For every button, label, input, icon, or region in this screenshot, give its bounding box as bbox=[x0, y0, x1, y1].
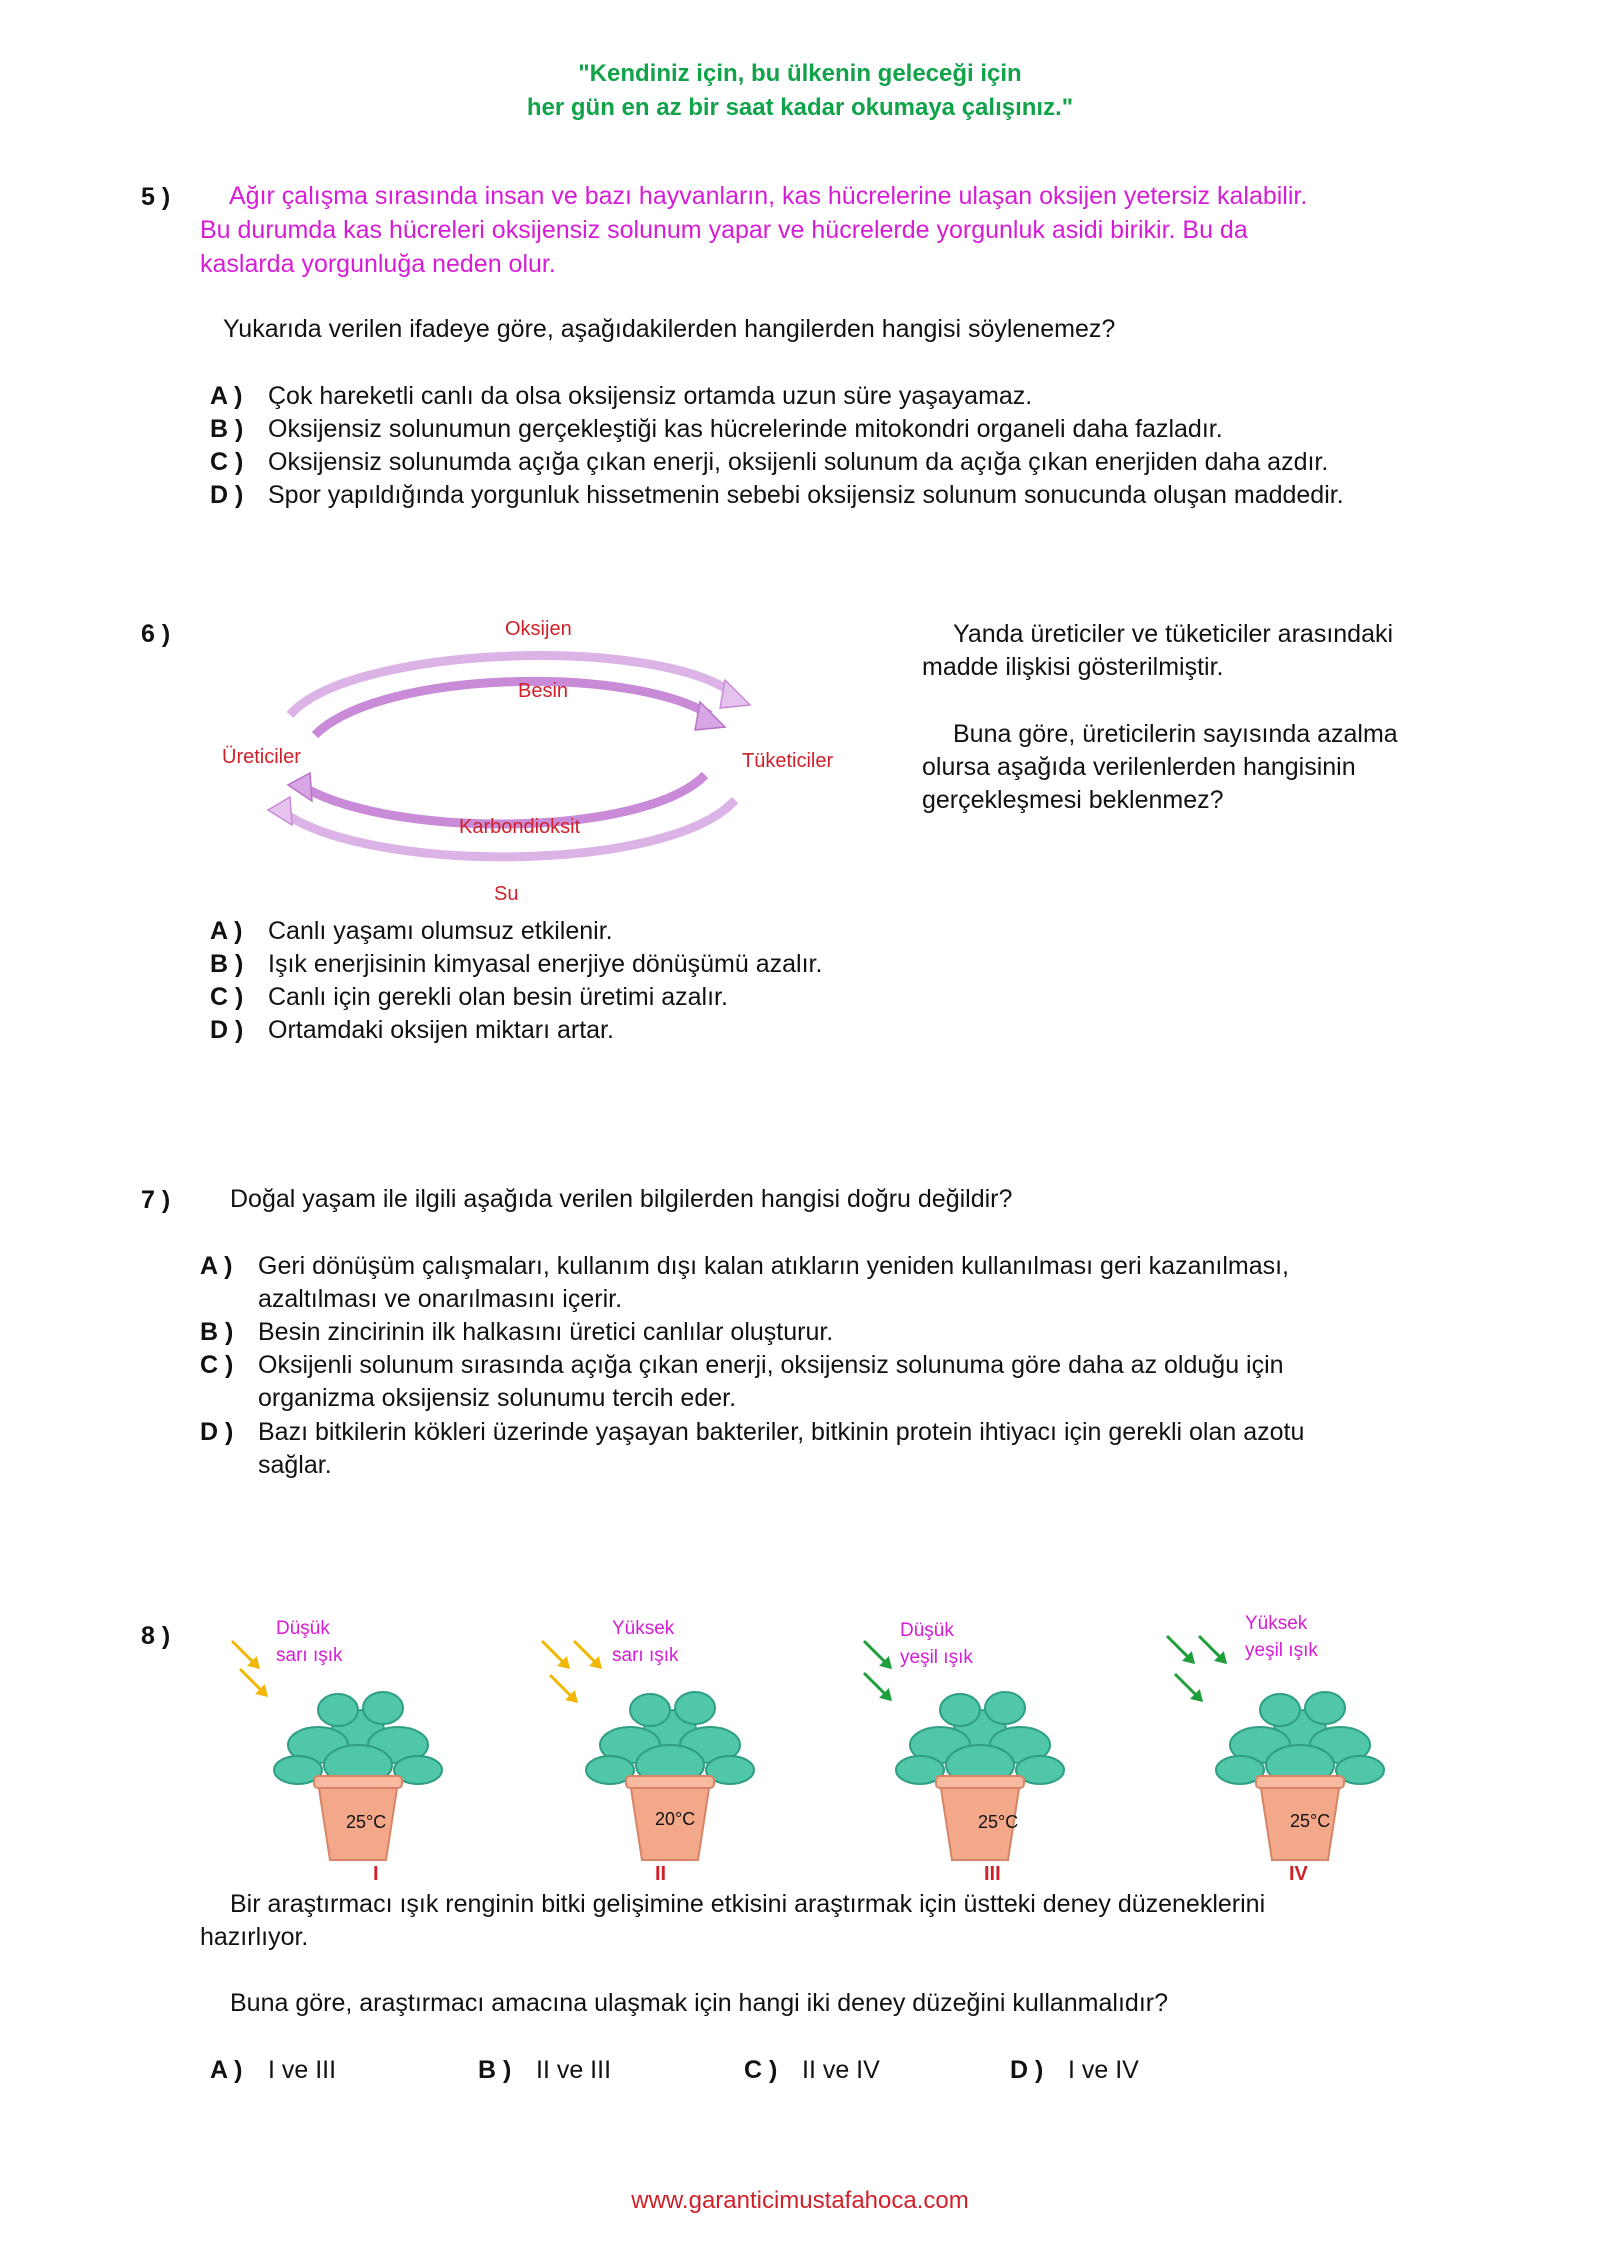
option-b[interactable] bbox=[200, 1316, 833, 1349]
setup-description-line: hazırlıyor. bbox=[200, 1923, 309, 1951]
setup-numeral: II bbox=[655, 1863, 667, 1885]
question-number: 7 ) bbox=[141, 1186, 171, 1214]
option-letter: A ) bbox=[210, 2056, 243, 2084]
passage-line: kaslarda yorgunluğa neden olur. bbox=[200, 250, 556, 278]
light-color: sarı ışık bbox=[276, 1645, 343, 1666]
option-text: I ve IV bbox=[1068, 2056, 1139, 2084]
temperature-label: 20°C bbox=[655, 1809, 696, 1829]
light-level: Yüksek bbox=[612, 1618, 675, 1639]
light-level: Düşük bbox=[900, 1620, 954, 1641]
option-letter: A ) bbox=[210, 382, 243, 410]
food-arrow bbox=[315, 681, 710, 735]
label-ureticiler: Üreticiler bbox=[222, 746, 301, 768]
temperature-label: 25°C bbox=[346, 1812, 387, 1832]
side-text-line: gerçekleşmesi beklenmez? bbox=[922, 786, 1224, 814]
option-text: Canlı için gerekli olan besin üretimi azalır. bbox=[268, 983, 728, 1011]
option-text: Spor yapıldığında yorgunluk hissetmenin sebebi oksijensiz solunum sonucunda oluşan maddedir. bbox=[268, 481, 1344, 509]
potted-plant-icon bbox=[570, 1670, 770, 1870]
motto-line-1: "Kendiniz için, bu ülkenin geleceği için bbox=[578, 60, 1022, 87]
option-text: Işık enerjisinin kimyasal enerjiye dönüşümü azalır. bbox=[268, 950, 823, 978]
option-b[interactable] bbox=[210, 413, 1223, 446]
option-letter: D ) bbox=[200, 1418, 234, 1446]
label-karbondioksit: Karbondioksit bbox=[459, 816, 581, 838]
option-text: Çok hareketli canlı da olsa oksijensiz ortamda uzun süre yaşayamaz. bbox=[268, 382, 1033, 410]
option-b[interactable] bbox=[210, 948, 822, 981]
option-text-line: Geri dönüşüm çalışmaları, kullanım dışı kalan atıkların yeniden kullanılması geri kazanılması, bbox=[258, 1252, 1290, 1280]
setup-numeral: I bbox=[373, 1863, 379, 1885]
option-c[interactable] bbox=[210, 446, 1328, 479]
option-text: I ve III bbox=[268, 2056, 337, 2084]
option-letter: A ) bbox=[200, 1252, 233, 1280]
question-text: Doğal yaşam ile ilgili aşağıda verilen bilgilerden hangisi doğru değildir? bbox=[230, 1185, 1013, 1213]
setup-iv bbox=[1165, 1610, 1405, 1885]
label-tuketiciler: Tüketiciler bbox=[742, 750, 834, 772]
potted-plant-icon bbox=[880, 1670, 1080, 1870]
question-text: Buna göre, araştırmacı amacına ulaşmak için hangi iki deney düzeğini kullanmalıdır? bbox=[230, 1989, 1168, 2017]
option-d[interactable] bbox=[210, 479, 1344, 512]
option-c[interactable] bbox=[210, 981, 728, 1014]
option-text: Oksijensiz solunumda açığa çıkan enerji, oksijenli solunum da açığa çıkan enerjiden daha azdır. bbox=[268, 448, 1329, 476]
option-letter: B ) bbox=[200, 1318, 234, 1346]
option-a-cont: azaltılması ve onarılmasını içerir. bbox=[258, 1285, 623, 1313]
option-text-line: Oksijenli solunum sırasında açığa çıkan enerji, oksijensiz solunuma göre daha az olduğu için bbox=[258, 1351, 1284, 1379]
potted-plant-icon bbox=[258, 1670, 458, 1870]
footer-url[interactable]: www.garanticimustafahoca.com bbox=[631, 2187, 969, 2214]
option-text: Oksijensiz solunumun gerçekleştiği kas hücrelerinde mitokondri organeli daha fazladır. bbox=[268, 415, 1223, 443]
option-d[interactable] bbox=[1010, 2054, 1139, 2087]
side-text-line: madde ilişkisi gösterilmiştir. bbox=[922, 653, 1224, 681]
option-text: Ortamdaki oksijen miktarı artar. bbox=[268, 1016, 614, 1044]
motto-line-2: her gün en az bir saat kadar okumaya çalışınız." bbox=[526, 94, 1074, 121]
option-letter: B ) bbox=[210, 950, 244, 978]
option-d[interactable] bbox=[210, 1014, 614, 1047]
water-arrowhead bbox=[268, 797, 292, 825]
passage-line: Bu durumda kas hücreleri oksijensiz solunum yapar ve hücrelerde yorgunluk asidi birikir. Bu da bbox=[200, 216, 1248, 244]
question-number: 8 ) bbox=[141, 1622, 171, 1650]
option-letter: A ) bbox=[210, 917, 243, 945]
option-text-line: Bazı bitkilerin kökleri üzerinde yaşayan bakteriler, bitkinin protein ihtiyacı için gerekli olan azotu bbox=[258, 1418, 1305, 1446]
option-a[interactable] bbox=[210, 380, 1032, 413]
option-a[interactable] bbox=[210, 915, 613, 948]
option-text: II ve III bbox=[536, 2056, 612, 2084]
option-letter: C ) bbox=[200, 1351, 234, 1379]
option-c[interactable] bbox=[744, 2054, 880, 2087]
label-besin: Besin bbox=[518, 680, 569, 702]
question-text: Yukarıda verilen ifadeye göre, aşağıdakilerden hangilerden hangisi söylenemez? bbox=[223, 315, 1116, 343]
setup-iii bbox=[860, 1615, 1100, 1885]
question-number: 6 ) bbox=[141, 620, 171, 648]
option-letter: D ) bbox=[210, 481, 244, 509]
co2-arrowhead bbox=[288, 773, 312, 801]
option-letter: C ) bbox=[744, 2056, 778, 2084]
option-letter: D ) bbox=[210, 1016, 244, 1044]
label-su: Su bbox=[494, 883, 519, 905]
temperature-label: 25°C bbox=[1290, 1811, 1331, 1831]
setup-ii bbox=[540, 1615, 780, 1885]
side-text-line: Buna göre, üreticilerin sayısında azalma bbox=[953, 720, 1398, 748]
oxygen-arrowhead bbox=[720, 680, 750, 708]
option-d-cont: sağlar. bbox=[258, 1451, 332, 1479]
passage-line: Ağır çalışma sırasında insan ve bazı hayvanların, kas hücrelerine ulaşan oksijen yetersiz kalabilir. bbox=[229, 182, 1308, 210]
label-oksijen: Oksijen bbox=[505, 618, 572, 640]
potted-plant-icon bbox=[1200, 1670, 1400, 1870]
question-number: 5 ) bbox=[141, 183, 171, 211]
light-color: sarı ışık bbox=[612, 1645, 679, 1666]
option-c-cont: organizma oksijensiz solunumu tercih eder. bbox=[258, 1384, 737, 1412]
option-c[interactable] bbox=[200, 1349, 1284, 1382]
side-text-line: Yanda üreticiler ve tüketiciler arasındaki bbox=[953, 620, 1394, 648]
light-level: Düşük bbox=[276, 1618, 330, 1639]
option-letter: D ) bbox=[1010, 2056, 1044, 2084]
setup-i bbox=[228, 1615, 468, 1885]
option-letter: B ) bbox=[210, 415, 244, 443]
setup-numeral: IV bbox=[1289, 1863, 1308, 1885]
option-letter: C ) bbox=[210, 448, 244, 476]
temperature-label: 25°C bbox=[978, 1812, 1019, 1832]
option-a[interactable] bbox=[210, 2054, 336, 2087]
light-color: yeşil ışık bbox=[1245, 1640, 1318, 1661]
side-text-line: olursa aşağıda verilenlerden hangisinin bbox=[922, 753, 1356, 781]
option-text: II ve IV bbox=[802, 2056, 880, 2084]
option-b[interactable] bbox=[478, 2054, 611, 2087]
option-text: Canlı yaşamı olumsuz etkilenir. bbox=[268, 917, 613, 945]
light-level: Yüksek bbox=[1245, 1613, 1308, 1634]
setup-description-line: Bir araştırmacı ışık renginin bitki gelişimine etkisini araştırmak için üstteki deney düzeneklerini bbox=[230, 1890, 1266, 1918]
light-color: yeşil ışık bbox=[900, 1647, 973, 1668]
option-letter: C ) bbox=[210, 983, 244, 1011]
option-a[interactable] bbox=[200, 1250, 1289, 1283]
option-letter: B ) bbox=[478, 2056, 512, 2084]
setup-numeral: III bbox=[984, 1863, 1001, 1885]
option-d[interactable] bbox=[200, 1416, 1304, 1449]
option-text-line: Besin zincirinin ilk halkasını üretici canlılar oluşturur. bbox=[258, 1318, 834, 1346]
